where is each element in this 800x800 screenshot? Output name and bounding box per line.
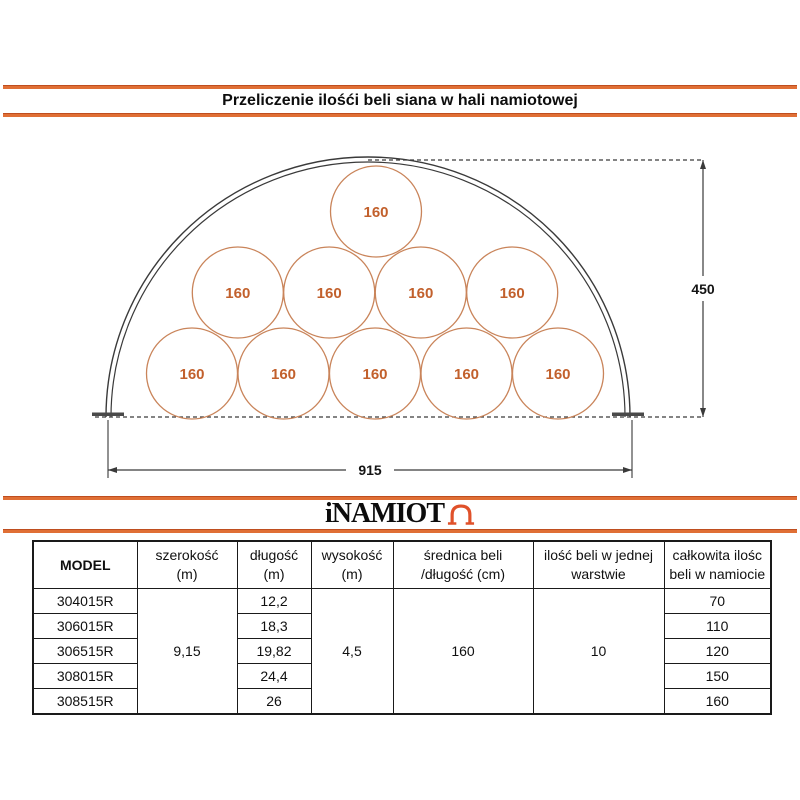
hay-bale-row-bottom — [147, 328, 604, 419]
divider-line-logo-bottom — [3, 529, 797, 533]
height-dimension-label: 450 — [691, 281, 715, 297]
cell-model: 306015R — [33, 614, 137, 639]
cell-calkowita: 120 — [664, 639, 771, 664]
arrow-down-icon — [700, 408, 706, 417]
bale-diameter-label: 160 — [362, 366, 388, 383]
logo — [0, 499, 800, 528]
arrow-left-icon — [108, 467, 117, 473]
cell-model: 304015R — [33, 589, 137, 614]
width-dimension — [108, 420, 632, 482]
arrow-up-icon — [700, 160, 706, 169]
bale-diameter-label: 160 — [499, 285, 525, 302]
arrow-right-icon — [623, 467, 632, 473]
col-header-wysokosc: wysokość (m) — [311, 541, 393, 589]
header-row — [33, 541, 771, 589]
cell-dlugosc: 12,2 — [237, 589, 311, 614]
cell-calkowita: 160 — [664, 689, 771, 715]
col-header-model: MODEL — [33, 541, 137, 589]
cell-srednica-merged: 160 — [393, 589, 533, 715]
height-dimension — [684, 160, 722, 417]
cell-dlugosc: 24,4 — [237, 664, 311, 689]
hay-bale-row-middle — [192, 247, 557, 338]
cell-dlugosc: 19,82 — [237, 639, 311, 664]
col-header-szerokosc: szerokość (m) — [137, 541, 237, 589]
bale-diameter-label: 160 — [363, 204, 389, 221]
page-title: Przeliczenie ilośći beli siana w hali namiotowej — [222, 92, 578, 109]
cell-model: 306515R — [33, 639, 137, 664]
table-row — [33, 589, 771, 614]
col-header-ilosc-warstwa: ilość beli w jednej warstwie — [533, 541, 664, 589]
cell-dlugosc: 26 — [237, 689, 311, 715]
col-header-calkowita: całkowita ilośc beli w namiocie — [664, 541, 771, 589]
cell-calkowita: 70 — [664, 589, 771, 614]
hay-bale-row-top — [331, 166, 422, 257]
col-header-srednica: średnica beli /długość (cm) — [393, 541, 533, 589]
cell-wysokosc-merged: 4,5 — [311, 589, 393, 715]
tent-foot-left — [92, 413, 124, 417]
width-dimension-label: 915 — [358, 462, 382, 478]
tent-foot-right — [612, 413, 644, 417]
tent-icon-arch — [452, 506, 470, 523]
tent-icon — [447, 501, 475, 527]
bale-diameter-label: 160 — [316, 285, 342, 302]
cell-model: 308515R — [33, 689, 137, 715]
spec-table — [32, 540, 772, 715]
cell-calkowita: 110 — [664, 614, 771, 639]
bale-diameter-label: 160 — [545, 366, 571, 383]
cell-dlugosc: 18,3 — [237, 614, 311, 639]
bale-diameter-label: 160 — [225, 285, 251, 302]
bale-diameter-label: 160 — [453, 366, 480, 383]
col-header-dlugosc: długość (m) — [237, 541, 311, 589]
bale-diameter-label: 160 — [408, 285, 434, 302]
bale-diameter-label: 160 — [270, 366, 297, 383]
cell-ilosc-merged: 10 — [533, 589, 664, 715]
logo-text: iNAMIOT — [325, 498, 444, 529]
cell-calkowita: 150 — [664, 664, 771, 689]
bale-diameter-label: 160 — [179, 366, 205, 383]
cell-model: 308015R — [33, 664, 137, 689]
cell-szerokosc-merged: 9,15 — [137, 589, 237, 715]
